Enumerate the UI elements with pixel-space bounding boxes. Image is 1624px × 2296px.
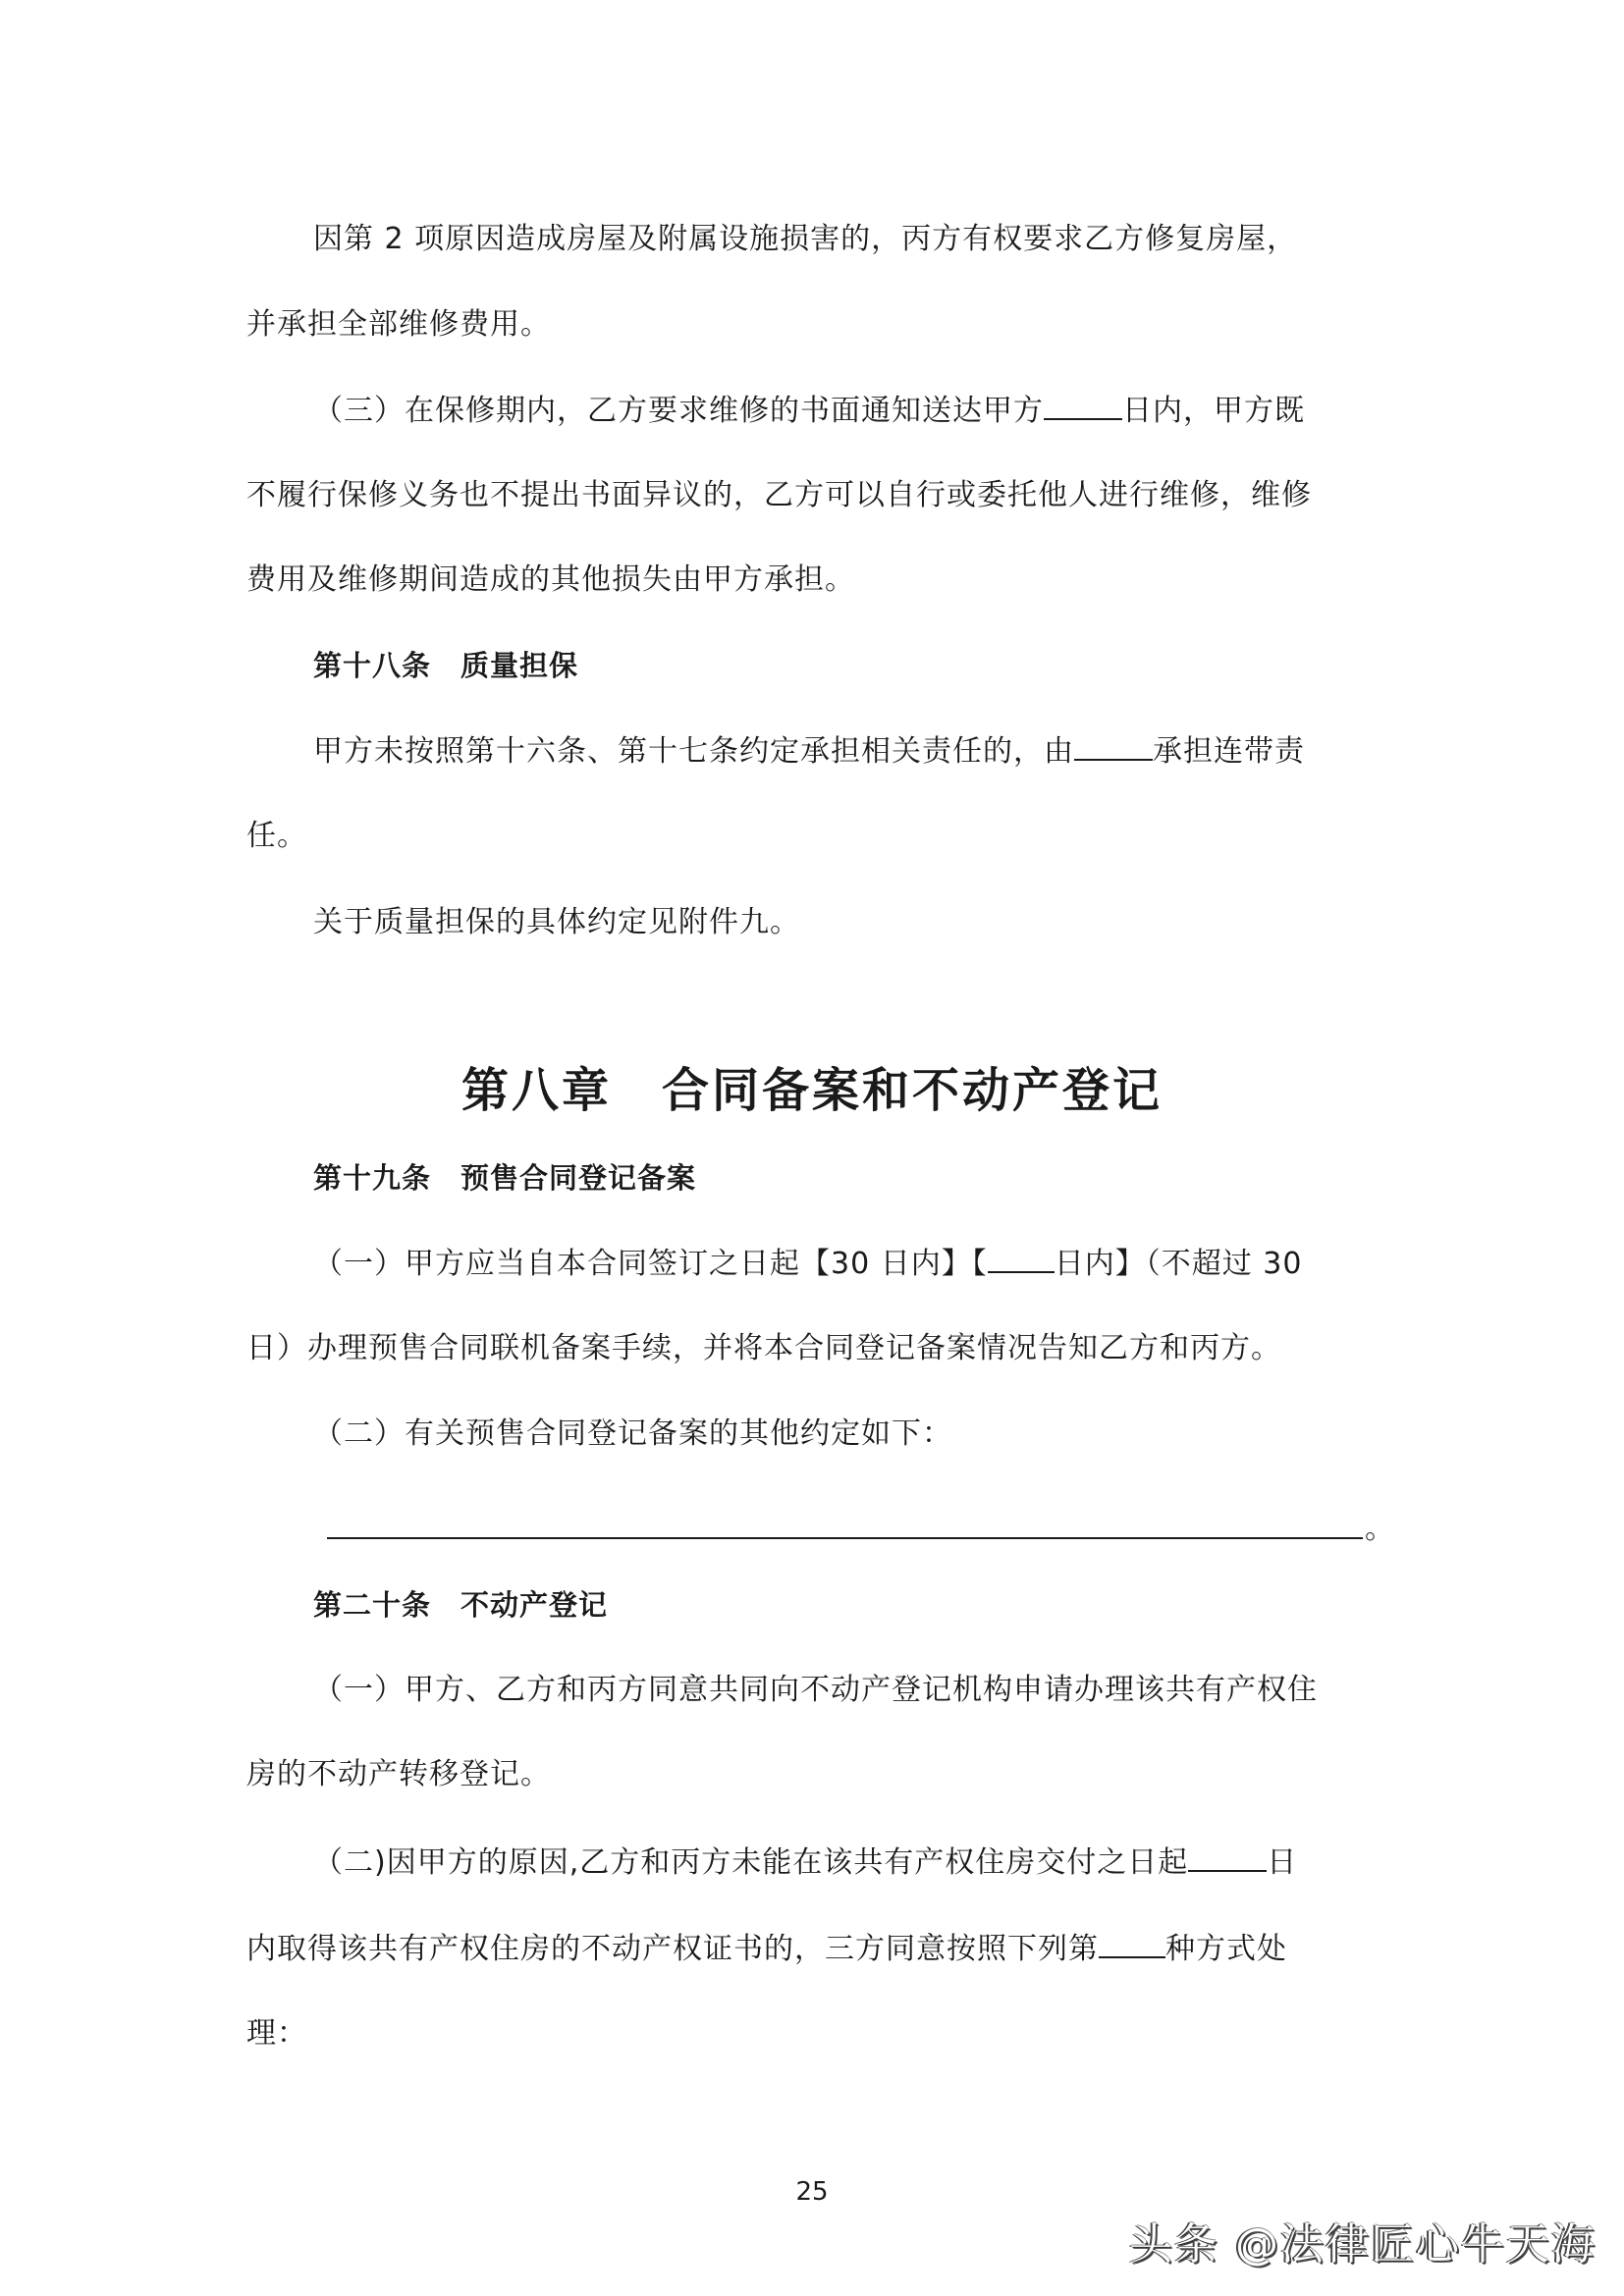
text: 日内】（不超过 30 [1054, 1247, 1303, 1281]
paragraph-line [313, 731, 1305, 772]
paragraph-line: 因第 2 项原因造成房屋及附属设施损害的，丙方有权要求乙方修复房屋， [313, 222, 1298, 256]
article-18-heading: 第十八条 质量担保 [313, 649, 579, 682]
paragraph-line: （一）甲方、乙方和丙方同意共同向不动产登记机构申请办理该共有产权住 [313, 1673, 1318, 1707]
paragraph-line: 任。 [246, 819, 307, 853]
watermark: 头条 @法律匠心牛天海 [1129, 2219, 1597, 2269]
fill-in-blank[interactable] [1099, 1929, 1165, 1958]
paragraph-line: 并承担全部维修费用。 [246, 307, 551, 342]
paragraph-line: 关于质量担保的具体约定见附件九。 [313, 905, 800, 939]
fill-in-blank[interactable] [1074, 731, 1153, 761]
text: 内取得该共有产权住房的不动产权证书的，三方同意按照下列第 [246, 1932, 1099, 1966]
fill-in-blank[interactable] [1188, 1842, 1267, 1872]
paragraph-line: 日）办理预售合同联机备案手续，并将本合同登记备案情况告知乙方和丙方。 [246, 1331, 1281, 1365]
text: （三）在保修期内，乙方要求维修的书面通知送达甲方 [313, 394, 1044, 428]
fill-in-blank[interactable] [988, 1244, 1055, 1273]
text: 日内，甲方既 [1122, 394, 1305, 428]
paragraph-line [246, 1929, 1287, 1969]
text: 甲方未按照第十六条、第十七条约定承担相关责任的，由 [313, 734, 1074, 769]
paragraph-line: 费用及维修期间造成的其他损失由甲方承担。 [246, 562, 855, 597]
text: （二)因甲方的原因,乙方和丙方未能在该共有产权住房交付之日起 [313, 1845, 1189, 1880]
paragraph-line: 不履行保修义务也不提出书面异议的，乙方可以自行或委托他人进行维修，维修 [246, 478, 1312, 512]
paragraph-line: 房的不动产转移登记。 [246, 1757, 551, 1791]
article-20-heading: 第二十条 不动产登记 [313, 1588, 609, 1622]
paragraph-line: （二）有关预售合同登记备案的其他约定如下： [313, 1416, 952, 1451]
paragraph-line [313, 1842, 1297, 1883]
period: 。 [1365, 1512, 1394, 1546]
fill-in-line[interactable] [327, 1537, 1363, 1539]
paragraph-line: 理： [246, 2016, 307, 2051]
text: （一）甲方应当自本合同签订之日起【30 日内】【 [313, 1247, 988, 1281]
text: 日 [1267, 1845, 1298, 1880]
page-number: 25 [795, 2177, 829, 2207]
fill-in-blank[interactable] [1044, 391, 1122, 420]
article-19-heading: 第十九条 预售合同登记备案 [313, 1161, 697, 1195]
text: 承担连带责 [1153, 734, 1305, 769]
chapter-title: 第八章 合同备案和不动产登记 [460, 1063, 1163, 1118]
paragraph-line [313, 1244, 1302, 1284]
paragraph-line [313, 391, 1305, 431]
text: 种方式处 [1165, 1932, 1287, 1966]
